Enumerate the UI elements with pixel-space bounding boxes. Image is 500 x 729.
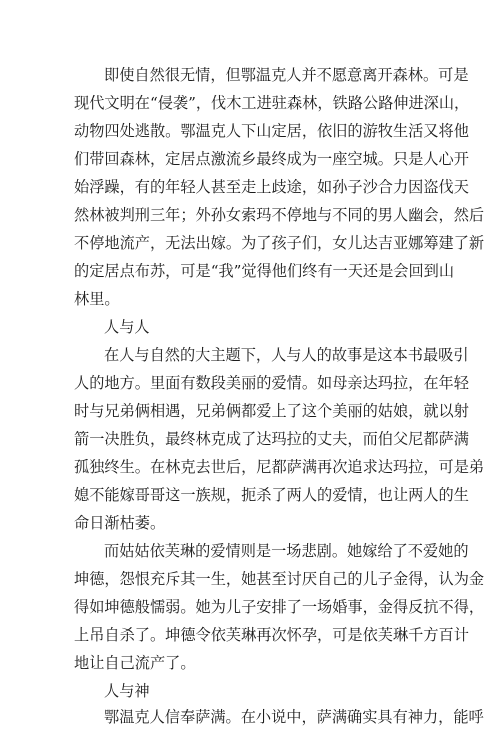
paragraph-line: 们带回森林，定居点激流乡最终成为一座空城。只是人心开 — [74, 150, 469, 168]
paragraph-line: 坤德，怨恨充斥其一生，她甚至讨厌自己的儿子金得，认为金 — [74, 570, 485, 588]
section-heading: 人与神 — [104, 682, 150, 700]
paragraph-line: 的定居点布苏，可是“我”觉得他们终有一天还是会回到山 — [74, 262, 455, 280]
paragraph-line: 始浮躁，有的年轻人甚至走上歧途，如孙子沙合力因盗伐天 — [74, 178, 469, 196]
paragraph-line: 孤独终生。在林克去世后，尼都萨满再次追求达玛拉，可是弟 — [74, 458, 485, 476]
section-heading: 人与人 — [104, 318, 150, 336]
paragraph-line: 然林被判刑三年；外孙女索玛不停地与不同的男人幽会，然后 — [74, 206, 485, 224]
paragraph-line: 在人与自然的大主题下，人与人的故事是这本书最吸引 — [104, 346, 469, 364]
paragraph-line: 时与兄弟俩相遇，兄弟俩都爱上了这个美丽的姑娘，就以射 — [74, 402, 469, 420]
paragraph-line: 现代文明在“侵袭”，伐木工进驻森林，铁路公路伸进深山， — [74, 94, 470, 112]
paragraph-line: 而姑姑依芙琳的爱情则是一场悲剧。她嫁给了不爱她的 — [104, 542, 469, 560]
paragraph-line: 不停地流产，无法出嫁。为了孩子们，女儿达吉亚娜筹建了新 — [74, 234, 485, 252]
paragraph-line: 人的地方。里面有数段美丽的爱情。如母亲达玛拉，在年轻 — [74, 374, 469, 392]
paragraph-line: 即使自然很无情，但鄂温克人并不愿意离开森林。可是 — [104, 66, 469, 84]
paragraph-line: 动物四处逃散。鄂温克人下山定居，依旧的游牧生活又将他 — [74, 122, 469, 140]
paragraph-line: 箭一决胜负，最终林克成了达玛拉的丈夫，而伯父尼都萨满 — [74, 430, 469, 448]
paragraph-line: 鄂温克人信奉萨满。在小说中，萨满确实具有神力，能呼 — [104, 708, 484, 726]
paragraph-line: 得如坤德般懦弱。她为儿子安排了一场婚事，金得反抗不得， — [74, 598, 485, 616]
paragraph-line: 地让自己流产了。 — [74, 654, 196, 672]
paragraph-line: 媳不能嫁哥哥这一族规，扼杀了两人的爱情，也让两人的生 — [74, 486, 469, 504]
paragraph-line: 上吊自杀了。坤德令依芙琳再次怀孕，可是依芙琳千方百计 — [74, 626, 469, 644]
paragraph-line: 林里。 — [74, 290, 120, 308]
paragraph-line: 命日渐枯萎。 — [74, 514, 166, 532]
